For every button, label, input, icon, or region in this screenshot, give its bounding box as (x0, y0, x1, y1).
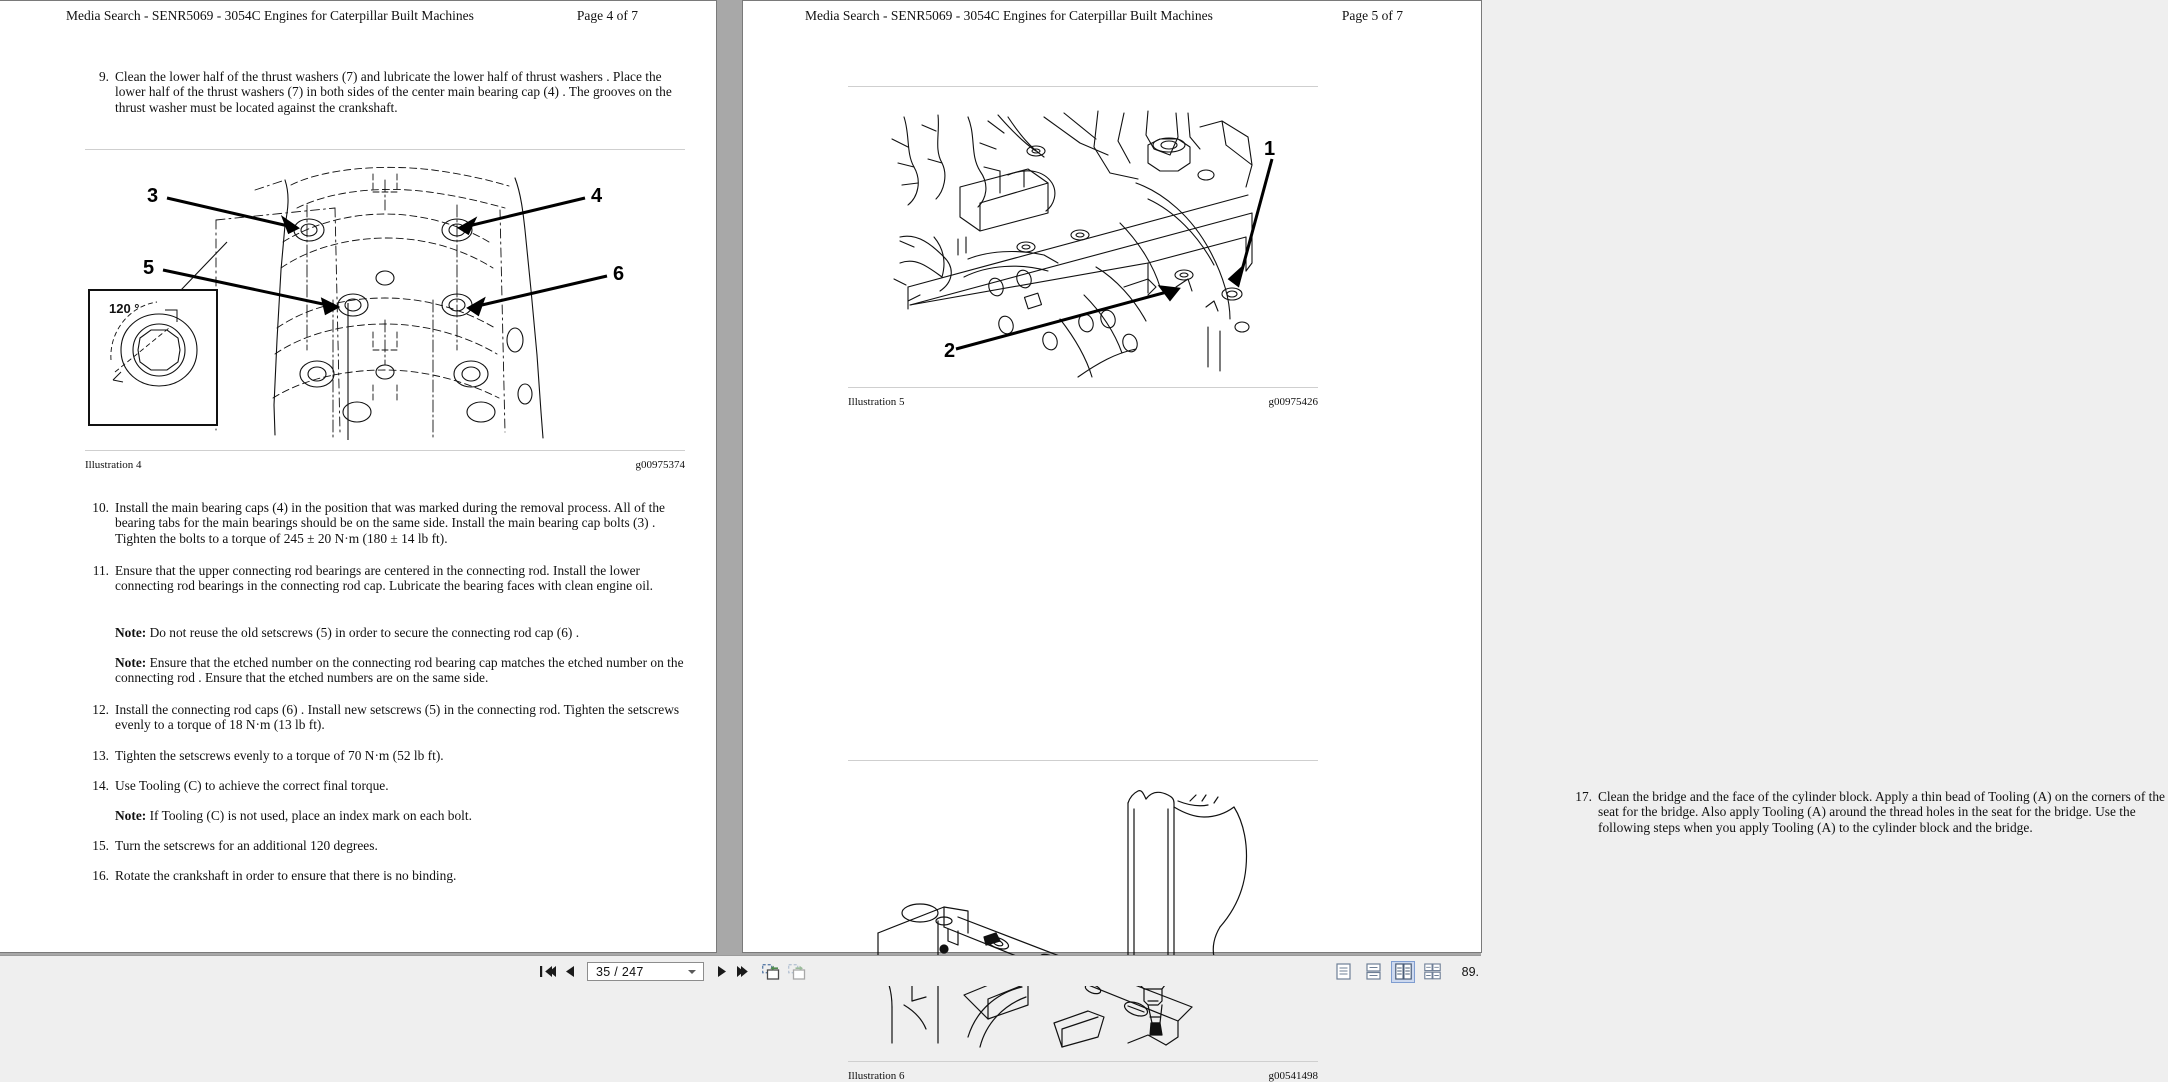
illustration-4-caption: Illustration 4 (85, 459, 142, 471)
page-left-header-title: Media Search - SENR5069 - 3054C Engines for Caterpillar Built Machines (66, 8, 474, 23)
illustration-5-caption: Illustration 5 (848, 396, 905, 408)
illustration-4-graphic-id: g00975374 (635, 459, 685, 471)
illustration-6-graphic-id: g00541498 (1268, 1070, 1318, 1082)
view-two-page-continuous-button[interactable] (1421, 961, 1445, 983)
step-15-text: Turn the setscrews for an additional 120 degrees. (115, 838, 378, 853)
page-right-header (743, 8, 1481, 24)
chevron-down-icon[interactable] (688, 970, 696, 974)
illustration-5-figure (848, 87, 1318, 387)
first-page-button[interactable] (537, 961, 559, 983)
page-right-header-pagenumber: Page 5 of 7 (1341, 8, 1403, 23)
illustration-4-figure (85, 150, 685, 450)
step-12-text: Install the connecting rod caps (6) . Install new setscrews (5) in the connecting rod. Tighten the setscrews evenly to a torque of 18 N·m (13 lb ft). (115, 702, 680, 733)
next-page-button[interactable] (710, 961, 732, 983)
illustration-4-callout-5: 5 (143, 257, 155, 279)
illustration-6-block (848, 760, 1318, 1082)
step-15 (85, 838, 685, 853)
view-single-page-continuous-button[interactable] (1332, 961, 1356, 983)
zoom-level-label: 89. (1461, 964, 1480, 979)
step-15-number: 15. (92, 838, 109, 853)
note-3 (85, 808, 685, 823)
page-right-header-title: Media Search - SENR5069 - 3054C Engines for Caterpillar Built Machines (805, 8, 1213, 23)
step-13-text: Tighten the setscrews evenly to a torque of 70 N·m (52 lb ft). (115, 748, 444, 763)
note-2-text: Ensure that the etched number on the connecting rod bearing cap matches the etched number on the connecting rod . Ensure that the etched numbers are on the same side. (115, 655, 684, 686)
illustration-4-callout-3: 3 (147, 185, 159, 207)
page-left-header (0, 8, 716, 24)
step-14-number: 14. (92, 778, 109, 793)
step-10-number: 10. (92, 500, 109, 515)
note-1-label: Note: (115, 625, 147, 640)
illustration-4-callout-4: 4 (591, 185, 603, 207)
step-14-text: Use Tooling (C) to achieve the correct final torque. (115, 778, 389, 793)
page-left-header-pagenumber: Page 4 of 7 (576, 8, 638, 23)
step-9-text: Clean the lower half of the thrust washers (7) and lubricate the lower half of thrust washers . Place the lower half of the thrust washers (7) in both sides of the center main bearing cap (4) . The grooves on the thrust washer must be located against the crankshaft. (115, 69, 672, 115)
next-view-button[interactable] (784, 961, 810, 983)
previous-view-button[interactable] (758, 961, 784, 983)
note-2-label: Note: (115, 655, 147, 670)
note-3-label: Note: (115, 808, 147, 823)
step-12 (85, 702, 685, 733)
step-9 (85, 69, 685, 115)
step-17-number: 17. (1575, 789, 1592, 804)
illustration-4-inset-label: 120 ° (109, 301, 140, 316)
view-single-page-button[interactable] (1362, 961, 1386, 983)
last-page-button[interactable] (732, 961, 758, 983)
step-11 (85, 563, 685, 594)
step-11-number: 11. (92, 563, 109, 578)
step-11-text: Ensure that the upper connecting rod bearings are centered in the connecting rod. Install the lower connecting rod bearings in the connecting rod cap. Lubricate the bearing faces with clean engine oil. (115, 563, 654, 594)
previous-page-button[interactable] (559, 961, 581, 983)
note-2 (85, 655, 685, 686)
viewer-toolbar[interactable] (0, 955, 1481, 986)
step-16 (85, 868, 685, 883)
page-number-input[interactable] (587, 962, 704, 981)
note-1 (85, 625, 685, 640)
illustration-6-figure (848, 761, 1318, 1061)
illustration-5-block (848, 86, 1318, 408)
step-16-number: 16. (92, 868, 109, 883)
step-9-number: 9. (98, 69, 109, 84)
step-14 (85, 778, 685, 793)
illustration-5-callout-2: 2 (944, 340, 956, 362)
page-number-value: 35 / 247 (596, 964, 644, 979)
illustration-5-callout-1: 1 (1264, 138, 1276, 160)
step-13 (85, 748, 685, 763)
illustration-4-callout-6: 6 (613, 263, 625, 285)
step-13-number: 13. (92, 748, 109, 763)
illustration-5-graphic-id: g00975426 (1268, 396, 1318, 408)
step-12-number: 12. (92, 702, 109, 717)
step-10-text: Install the main bearing caps (4) in the position that was marked during the removal process. All of the bearing tabs for the main bearings should be on the same side. Install the main bearing cap bolts (3) . Tighten the bolts to a torque of 245 ± 20 N·m (180 ± 14 lb ft). (115, 500, 665, 546)
step-17 (1568, 789, 2168, 835)
step-16-text: Rotate the crankshaft in order to ensure that there is no binding. (115, 868, 457, 883)
page-left[interactable] (0, 0, 717, 953)
illustration-4-block (85, 149, 685, 471)
step-10 (85, 500, 685, 546)
note-3-text: If Tooling (C) is not used, place an index mark on each bolt. (146, 808, 472, 823)
illustration-6-caption: Illustration 6 (848, 1070, 905, 1082)
note-1-text: Do not reuse the old setscrews (5) in order to secure the connecting rod cap (6) . (146, 625, 580, 640)
step-17-text: Clean the bridge and the face of the cylinder block. Apply a thin bead of Tooling (A) on the corners of the seat for the bridge. Also apply Tooling (A) around the thread holes in the seat for the bridge. Use the following steps when you apply Tooling (A) to the cylinder block and the bridge. (1598, 789, 2165, 835)
view-two-page-button[interactable] (1391, 961, 1415, 983)
